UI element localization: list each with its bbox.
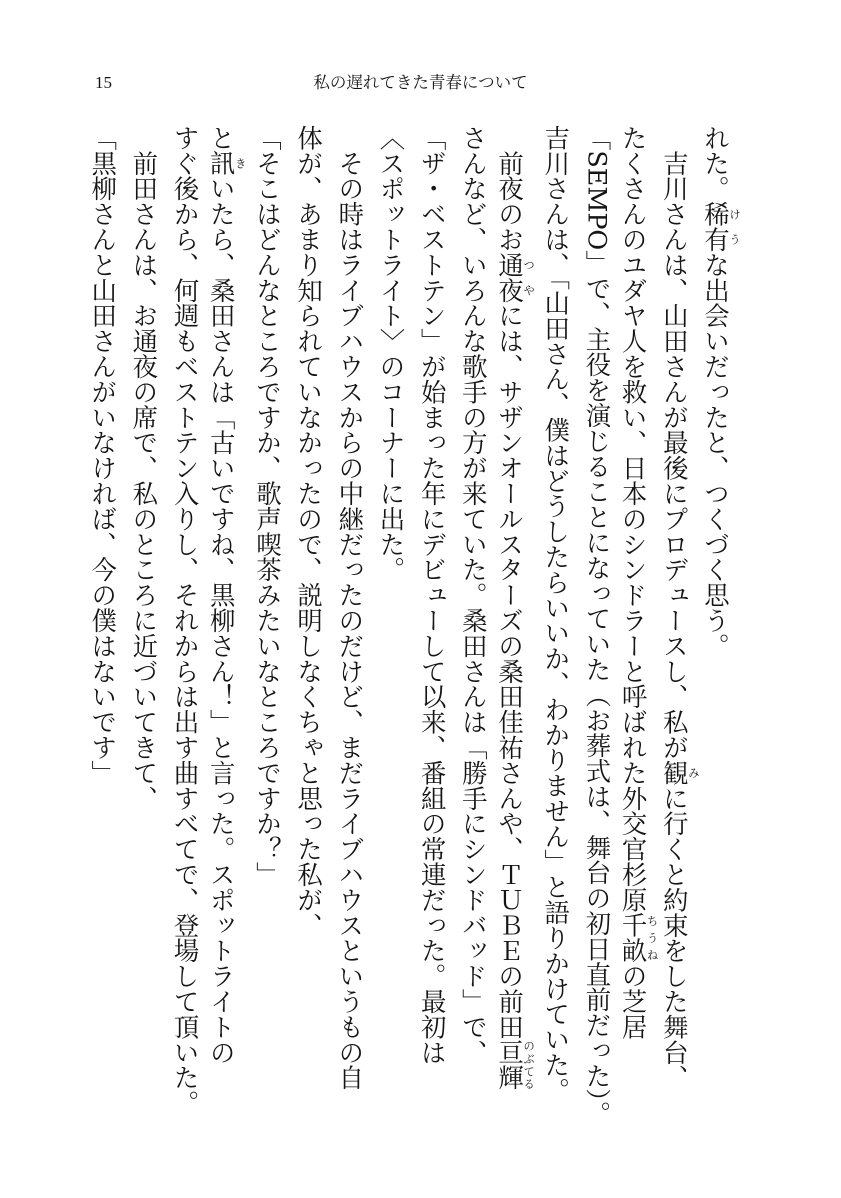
text-column	[494, 125, 535, 1135]
text-run: 吉川さんは、山田さんが最後にプロデュースし、私が	[659, 125, 690, 760]
text-run: な出会いだったと、つくづく思う。	[701, 252, 731, 659]
text-column	[82, 125, 123, 1135]
text-column	[576, 125, 617, 1135]
ruby-text: み	[686, 760, 701, 786]
text-run: と	[206, 125, 237, 151]
running-title: 私の遅れてきた青春について	[313, 73, 528, 92]
text-run: には、サザンオールスターズの桑田佳祐さんや、ＴＵＢＥの前田	[495, 302, 526, 1040]
page-number: 15	[95, 73, 112, 92]
text-column	[123, 125, 164, 1135]
text-run: 前夜のお	[495, 125, 526, 252]
text-run: 体が、あまり知られていなかったので、説明しなくちゃと思った私が、	[294, 125, 325, 938]
text-column	[659, 125, 700, 1135]
body-text	[82, 125, 741, 1135]
ruby-base: 通夜	[495, 252, 526, 303]
text-column	[247, 125, 288, 1135]
text-column	[164, 125, 205, 1135]
text-run: 「そこはどんなところですか、歌声喫茶みたいなところですか？」	[252, 125, 283, 887]
ruby-annotation	[206, 150, 248, 176]
text-run: すぐ後から、何週もベストテン入りし、それからは出す曲すべてで、登場して頂いた。	[170, 125, 201, 1116]
text-column	[288, 125, 329, 1135]
text-run: いたら、桑田さんは「古いですね、黒柳さん！」と言った。スポットライトの	[206, 175, 237, 1065]
ruby-text: けう	[728, 201, 742, 253]
ruby-text: ちうね	[645, 912, 660, 964]
ruby-annotation	[701, 201, 742, 253]
text-column	[453, 125, 494, 1135]
text-run: その時はライブハウスからの中継だったのだけど、まだライブハウスというもの自	[335, 125, 366, 1091]
ruby-annotation	[495, 252, 537, 303]
text-run: れた。	[701, 125, 731, 202]
ruby-base: 亘輝	[495, 1039, 526, 1091]
ruby-base: 稀有	[701, 201, 731, 253]
text-run: に行くと約束をした舞台、	[659, 785, 690, 1091]
text-column	[617, 125, 658, 1135]
text-column	[412, 125, 453, 1135]
text-run: さんなど、いろんな歌手の方が来ていた。桑田さんは「勝手にシンドバッド」で、	[458, 125, 489, 1065]
text-column	[535, 125, 576, 1135]
text-run: 〈スポットライト〉のコーナーに出た。	[376, 125, 407, 583]
ruby-annotation	[618, 912, 660, 964]
text-run: 「ザ・ベストテン」が始まった年にデビューして以来、番組の常連だった。最初は	[417, 125, 448, 1065]
text-column	[329, 125, 370, 1135]
text-run: 吉川さんは、「山田さん、僕はどうしたらいいか、わかりません」と語りかけていた。	[541, 125, 572, 1103]
ruby-text: き	[233, 150, 248, 176]
text-run: たくさんのユダヤ人を救い、日本のシンドラーと呼ばれた外交官杉原	[618, 125, 649, 913]
ruby-base: 観	[659, 760, 690, 786]
ruby-text: つや	[522, 252, 537, 303]
ruby-annotation	[495, 1039, 537, 1091]
ruby-base: 千畝	[618, 912, 649, 964]
text-column	[370, 125, 411, 1135]
text-run: の芝居	[618, 963, 649, 1040]
text-column	[700, 125, 741, 1135]
ruby-text: のぶてる	[522, 1039, 537, 1091]
ruby-annotation	[659, 760, 701, 786]
text-run: 「黒柳さんと山田さんがいなければ、今の僕はないです」	[88, 125, 119, 786]
text-column	[206, 125, 247, 1135]
text-run: 「SEMPO」で、主役を演じることになっていた（お葬式は、舞台の初日直前だった）。	[582, 125, 613, 1127]
ruby-base: 訊	[206, 150, 237, 176]
text-run: 前田さんは、お通夜の席で、私のところに近づいてきて、	[129, 125, 160, 811]
